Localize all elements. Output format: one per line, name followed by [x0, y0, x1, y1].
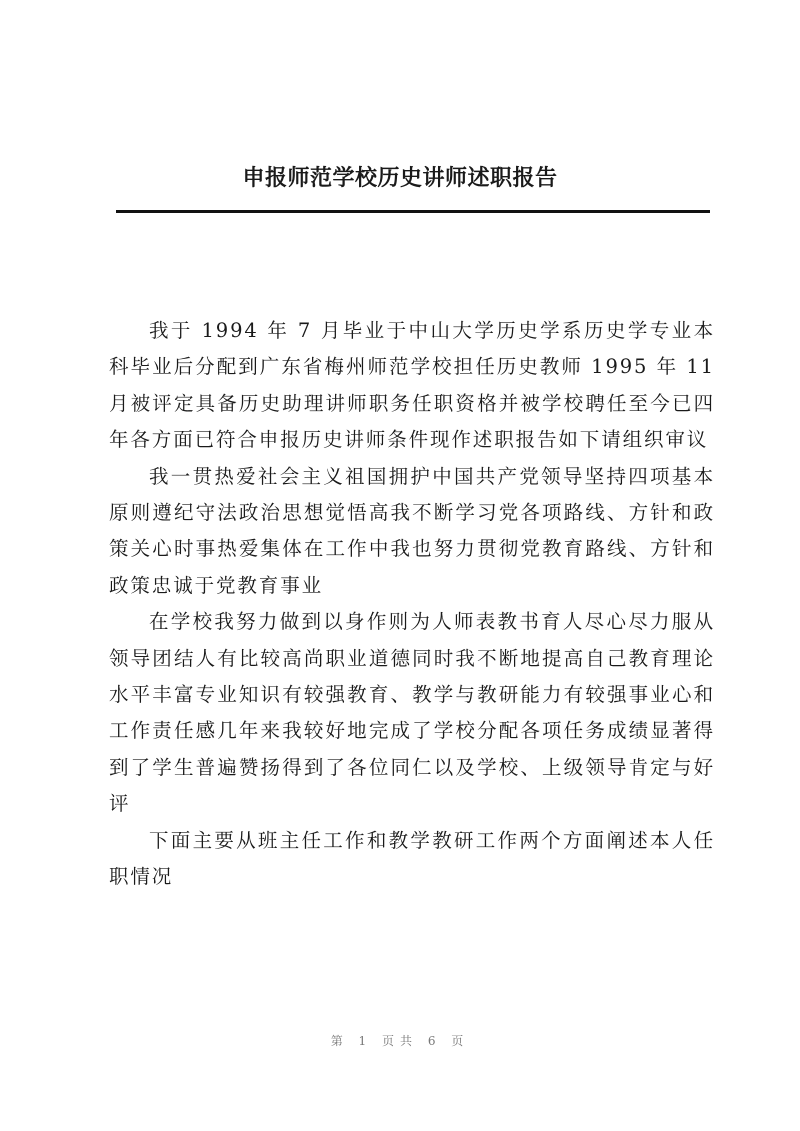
page-footer	[0, 1032, 800, 1050]
title-divider	[116, 210, 710, 213]
paragraph-1: 我于 1994 年 7 月毕业于中山大学历史学系历史学专业本科毕业后分配到广东省梅州师范学校担任历史教师 1995 年 11 月被评定具备历史助理讲师职务任职资格并被学校聘任至今已四年各方面已符合申报历史讲师条件现作述职报告如下请组织审议	[109, 319, 715, 452]
paragraph-2: 我一贯热爱社会主义祖国拥护中国共产党领导坚持四项基本原则遵纪守法政治思想觉悟高我不断学习党各项路线、方针和政策关心时事热爱集体在工作中我也努力贯彻党教育路线、方针和政策忠诚于党教育事业	[109, 464, 715, 597]
document-title: 申报师范学校历史讲师述职报告	[242, 165, 558, 191]
paragraph-4: 下面主要从班主任工作和教学教研工作两个方面阐述本人任职情况	[109, 828, 715, 889]
paragraph-3: 在学校我努力做到以身作则为人师表教书育人尽心尽力服从领导团结人有比较高尚职业道德同时我不断地提高自己教育理论水平丰富专业知识有较强教育、教学与教研能力有较强事业心和工作责任感几年来我较好地完成了学校分配各项任务成绩显著得到了学生普遍赞扬得到了各位同仁以及学校、上级领导肯定与好评	[109, 610, 715, 816]
document-body	[109, 313, 715, 896]
page-number-label: 第 1 页共 6 页	[330, 1034, 470, 1048]
